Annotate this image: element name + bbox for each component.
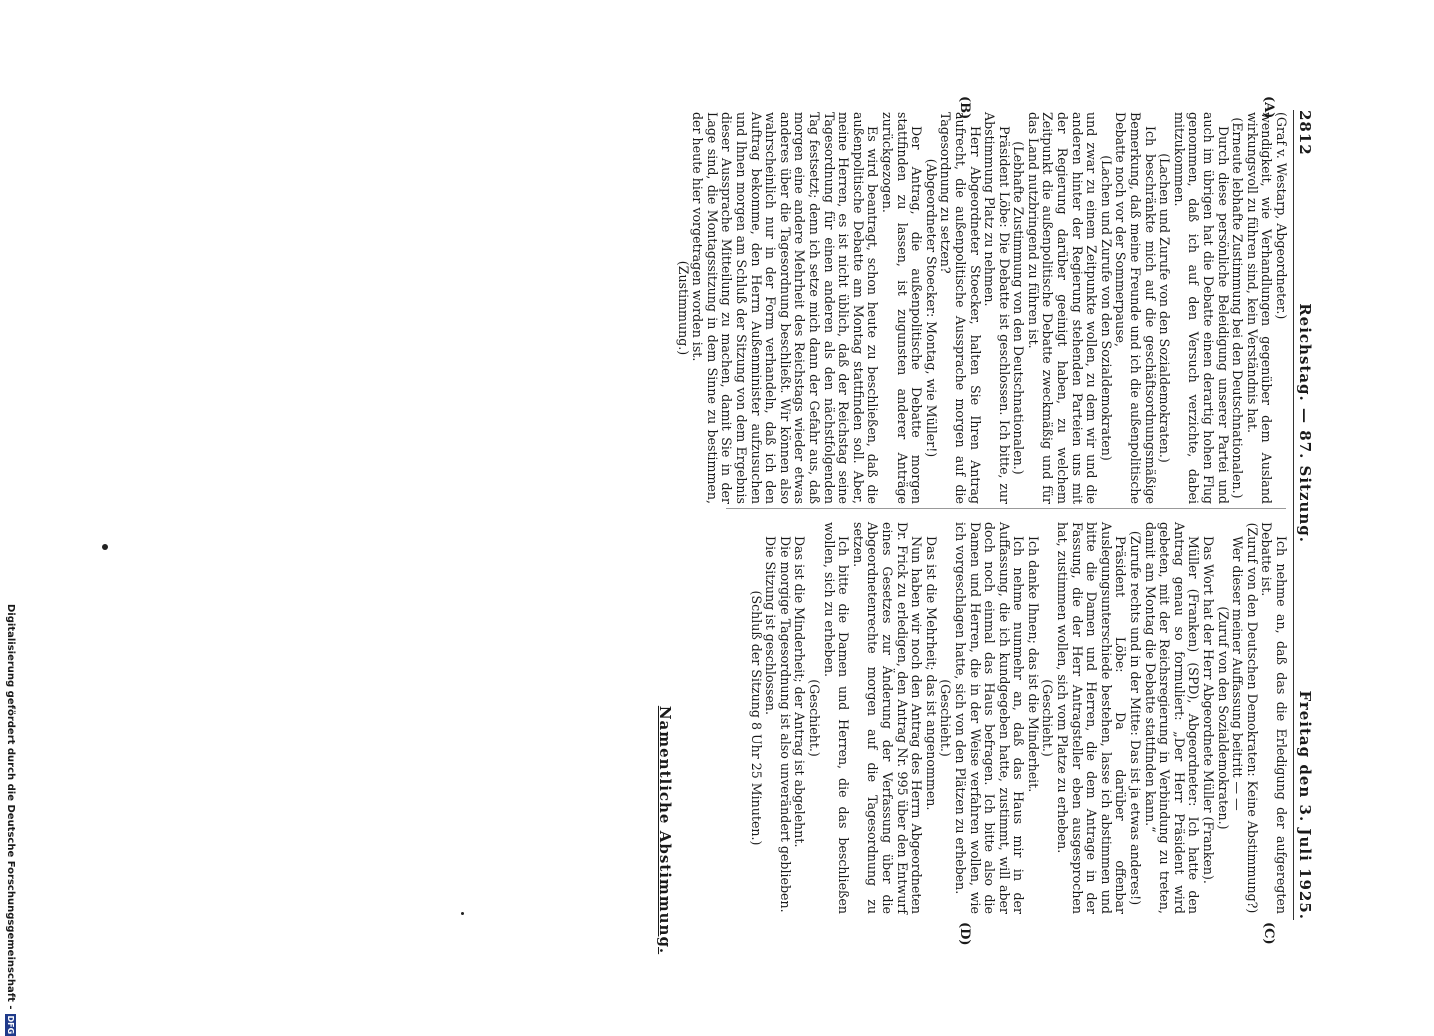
left-column: [675, 112, 1289, 504]
interjection: (Lachen und Zurufe von den Sozialdemokraten): [1098, 155, 1114, 461]
paragraph: Die Sitzung ist geschlossen.: [763, 536, 779, 716]
interjection: (Geschieht.): [938, 679, 954, 757]
margin-mark-d: (D): [957, 922, 972, 946]
interjection: (Abgeordneter Stoecker: Montag, wie Müller!): [923, 158, 939, 458]
session-date: Freitag den 3. Juli 1925.: [1296, 690, 1314, 920]
session-title: Reichstag. — 87. Sitzung.: [1296, 303, 1314, 544]
margin-mark-b: (B): [957, 96, 972, 120]
interjection: (Zuruf von den Sozialdemokraten.): [1215, 606, 1231, 830]
interjection: (Zurufe rechts und in der Mitte: Das ist ja etwas anderes!): [1128, 530, 1144, 906]
paragraph: Das ist die Minderheit; der Antrag ist abgelehnt.: [792, 536, 808, 848]
page-header: [1296, 110, 1322, 920]
ink-speck: [461, 912, 464, 915]
president-statement: Präsident Löbe: Die Debatte ist geschlossen. Ich bitte, zur Abstimmung Platz zu nehmen.: [982, 112, 1012, 504]
paragraph: Das ist die Mehrheit; das ist angenommen.: [923, 536, 939, 811]
header-rule: [1293, 110, 1294, 920]
page-number: 2812: [1296, 110, 1314, 156]
interjection: (Geschieht.): [1040, 679, 1056, 757]
interjection: (Lebhafte Zustimmung von den Deutschnationalen.): [1011, 141, 1027, 475]
paragraph: wendigkeit, wie Verhandlungen gegenüber dem Ausland wirkungsvoll zu führen sind, kein Verständnis hat.: [1244, 112, 1275, 504]
margin-mark-c: (C): [1261, 922, 1276, 945]
interjection: (Zustimmung.): [675, 260, 691, 356]
president-statement: Präsident Löbe: Da darüber offenbar Auslegungsunterschiede bestehen, lasse ich abstimmen und bitte die Damen und Herren, die dem Antrage in der Fassung, die der Herr Antragsteller eben ausgesprochen hat, zustimmen wollen, sich vom Platze zu erheben.: [1055, 522, 1129, 914]
paragraph: Ich nehme an, daß das die Erledigung der aufgeregten Debatte ist.: [1259, 522, 1289, 914]
paragraph: Ich bitte die Damen und Herren, die das beschließen wollen, sich zu erheben.: [821, 522, 852, 914]
paragraph: Durch diese persönliche Beleidigung unserer Partei und auch im übrigen hat die Debatte einen derartig hohen Flug genommen, daß ich auf den Versuch verzichte, dabei mitzukommen.: [1171, 112, 1231, 504]
dfg-logo: DFG: [6, 1015, 15, 1035]
paragraph: Ich danke Ihnen; das ist die Minderheit.: [1025, 536, 1041, 793]
paragraph: Der Antrag, die außenpolitische Debatte morgen stattfinden zu lassen, ist zugunsten anderer Anträge zurückgezogen.: [879, 112, 925, 504]
digitization-credit-text: Digitalisierung gefördert durch die Deutsche Forschungsgemeinschaft -: [5, 604, 16, 1010]
column-divider: [726, 508, 1286, 509]
section-heading-roll-call: Namentliche Abstimmung.: [656, 705, 674, 955]
interjection: (Lachen und Zurufe von den Sozialdemokraten.): [1157, 153, 1173, 463]
right-column: [728, 522, 1288, 914]
paragraph: Die morgige Tagesordnung ist also unverändert geblieben.: [777, 536, 793, 913]
paragraph: Nun haben wir noch den Antrag des Herrn Abgeordneten Dr. Frick zu erledigen, den Antrag Nr. 995 über den Entwurf eines Gesetzes zur Änderung der Verfassung über die Abgeordnetenrechte morgen auf die Tagesordnung zu setzen.: [850, 522, 925, 914]
speaker-statement: Müller (Franken) (SPD), Abgeordneter: Ich hatte den Antrag genau so formuliert: „Der Herr Präsident wird gebeten, mit der Reichsregierung in Verbindung zu treten, damit am Montag die Debatte stattfinden kann.“: [1142, 522, 1202, 914]
paragraph: Ich nehme nunmehr an, daß das Haus mir in der Auffassung, die ich kundgegeben hatte, zustimmt, will aber doch noch einmal das Haus befragen. Ich bitte also die Damen und Herren, die in der Weise verfahren wollen, wie ich vorgeschlagen hatte, sich von den Plätzen zu erheben.: [952, 522, 1027, 914]
interjection: (Geschieht.): [807, 679, 822, 757]
speaker-continuation: (Graf v. Westarp, Abgeordneter.): [1274, 112, 1289, 320]
margin-mark-a: (A): [1261, 96, 1276, 119]
paragraph: Das Wort hat der Herr Abgeordnete Müller (Franken).: [1201, 536, 1217, 884]
paragraph: Wer dieser meiner Auffassung beitritt — —: [1230, 536, 1246, 811]
paragraph: Herr Abgeordneter Stoecker, halten Sie Ihren Antrag aufrecht, die außenpolitische Aussprache morgen auf die Tagesordnung zu setzen?: [938, 112, 983, 504]
paragraph: und zwar zu einem Zeitpunkte wollen, zu dem wir und die anderen hinter der Regierung stehenden Parteien uns mit der Regierung darüber geeinigt haben, zu welchem Zeitpunkt die außenpolitische Debatte zweckmäßig und für das Land nutzbringend zu führen ist.: [1025, 112, 1100, 504]
interjection: (Zuruf von den Deutschen Demokraten: Keine Abstimmung?): [1244, 522, 1260, 914]
session-close-note: (Schluß der Sitzung 8 Uhr 25 Minuten.): [748, 590, 764, 846]
interjection: (Erneute lebhafte Zustimmung bei den Deutschnationalen.): [1230, 117, 1246, 499]
paragraph: Es wird beantragt, schon heute zu beschließen, daß die außenpolitische Debatte am Montag stattfinden soll. Aber, meine Herren, es ist nicht üblich, daß der Reichstag seine Tagesordnung für einen anderen als den nächstfolgenden Tag festsetzt; denn ich setze mich dann der Gefahr aus, daß morgen eine andere Mehrheit des Reichstags wieder etwas anderes über die Tagesordnung beschließt. Wir können also wahrscheinlich nur in der Form verhandeln, daß ich den Auftrag bekomme, den Herrn Außenminister aufzusuchen und Ihnen morgen am Schluß der Sitzung von dem Ergebnis dieser Aussprache Mitteilung zu machen, damit Sie in der Lage sind, die Montagssitzung in dem Sinne zu bestimmen, der heute hier vorgetragen worden ist.: [690, 112, 881, 504]
ink-speck: [102, 544, 108, 550]
paragraph: Ich beschränkte mich auf die geschäftsordnungsmäßige Bemerkung, daß meine Freunde und ich die außenpolitische Debatte noch vor der Sommerpause,: [1113, 112, 1158, 504]
